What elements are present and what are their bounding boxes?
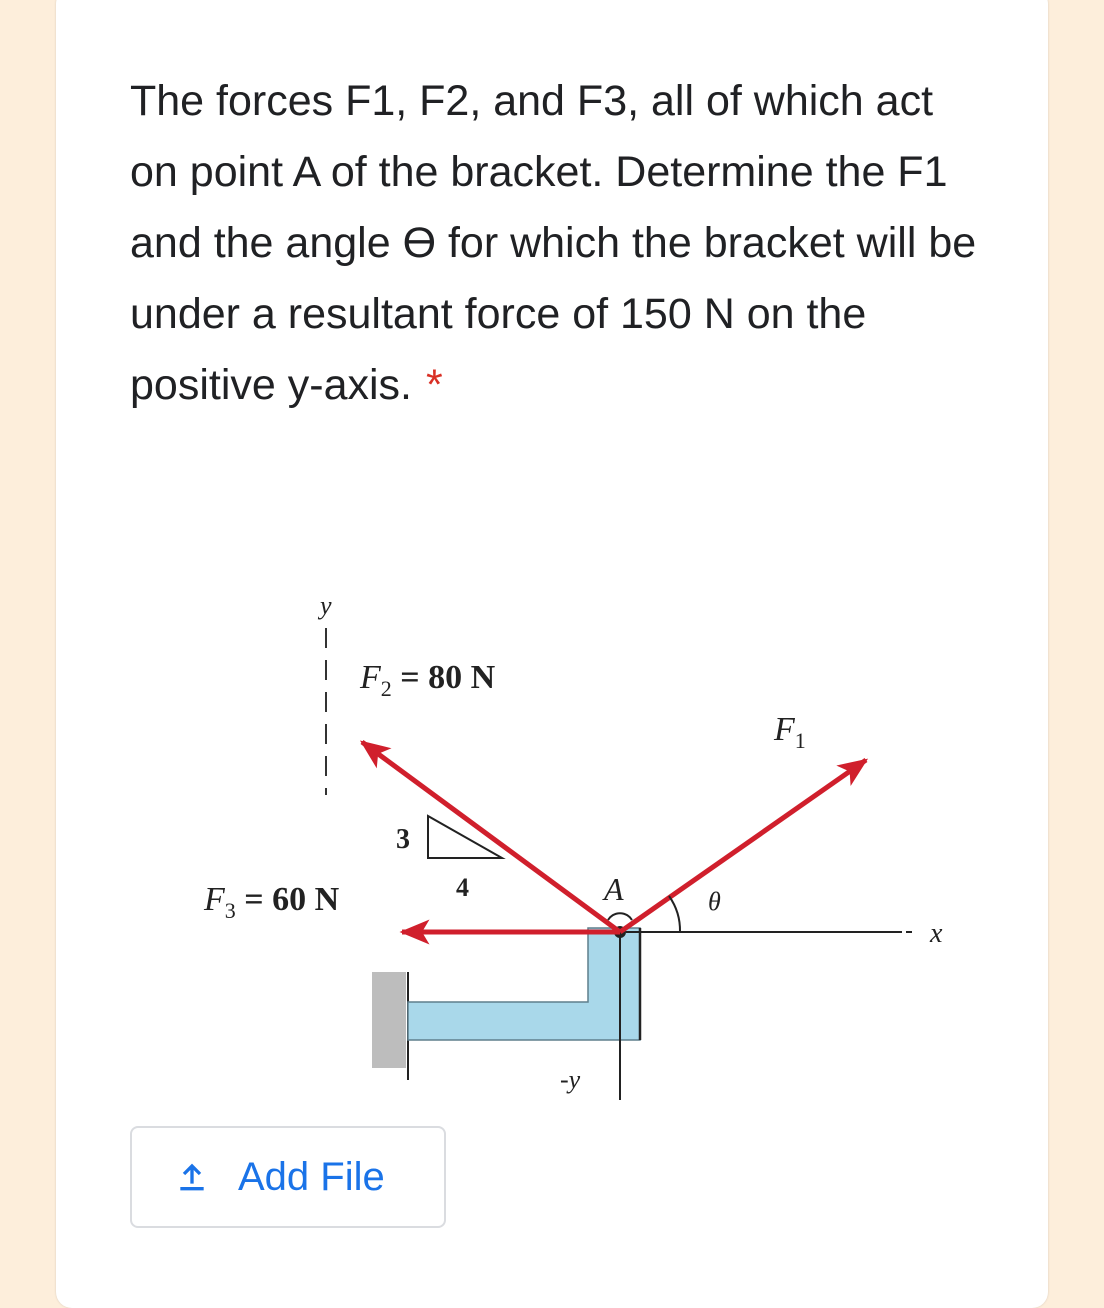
- wall: [372, 972, 406, 1068]
- question-text-block: [130, 66, 990, 421]
- theta-label: θ: [708, 887, 721, 916]
- add-file-label: Add File: [238, 1154, 385, 1199]
- y-axis-label: y: [320, 591, 332, 620]
- upload-icon: [172, 1157, 212, 1197]
- f1-arrow: [620, 760, 866, 932]
- f1-label: $F_1$: [774, 711, 806, 753]
- add-file-button[interactable]: [130, 1126, 446, 1228]
- f2-label: $F_2 = 80$ N: [360, 659, 496, 701]
- neg-y-label: -y: [560, 1065, 581, 1094]
- point-a-pin: [608, 913, 632, 920]
- f3-label: $F_3 = 60$ N: [204, 881, 340, 923]
- question-text: The forces F1, F2, and F3, all of which act on point A of the bracket. Determine the F1 and the angle ϴ for which the bracket will be under a resultant force of 150 N on the positive y-axis.: [130, 77, 977, 409]
- bracket-force-diagram: [190, 580, 980, 1100]
- x-axis-label: x: [930, 918, 943, 949]
- point-a-label: A: [604, 871, 624, 907]
- slope-label-three: 3: [396, 824, 410, 855]
- required-marker: *: [425, 361, 443, 409]
- theta-arc: [669, 896, 680, 932]
- slope-label-four: 4: [456, 873, 469, 902]
- bracket: [408, 928, 640, 1040]
